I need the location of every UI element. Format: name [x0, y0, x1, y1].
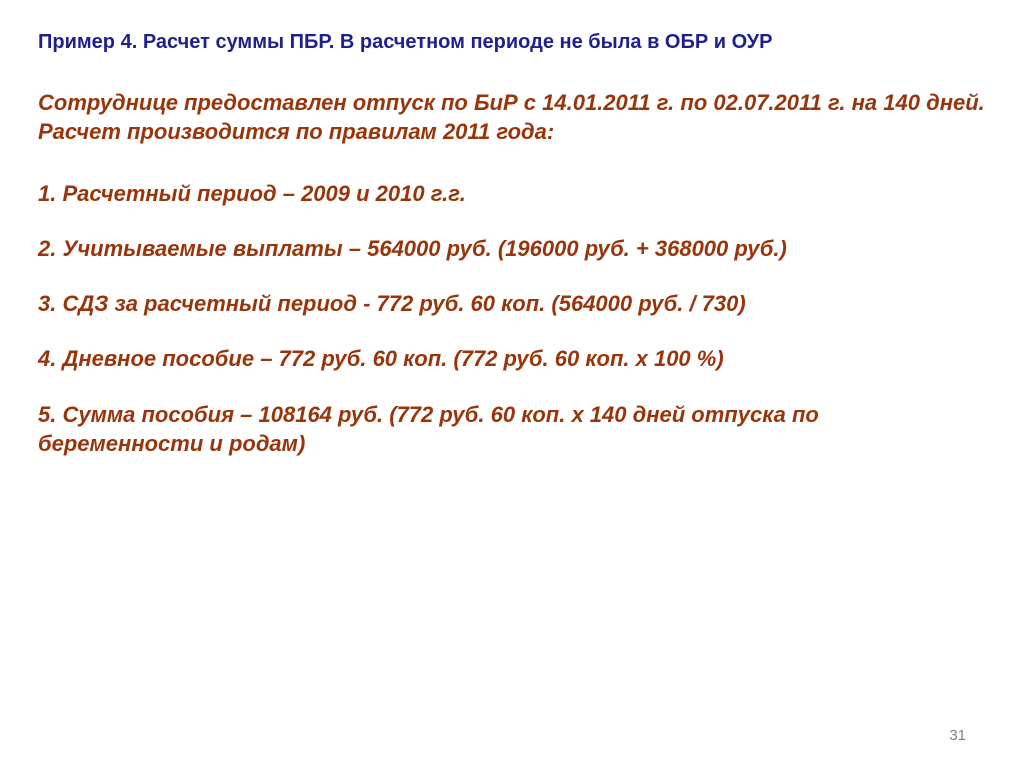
paragraph-item-4: 4. Дневное пособие – 772 руб. 60 коп. (772 руб. 60 коп. х 100 %) — [38, 346, 724, 372]
page-title: Пример 4. Расчет суммы ПБР. В расчетном периоде не была в ОБР и ОУР — [38, 31, 773, 53]
paragraph-item-3: 3. СДЗ за расчетный период - 772 руб. 60 коп. (564000 руб. / 730) — [38, 291, 746, 316]
slide-body — [38, 88, 998, 484]
paragraph-item-2: 2. Учитываемые выплаты – 564000 руб. (196000 руб. + 368000 руб.) — [38, 235, 787, 261]
paragraph-intro: Сотруднице предоставлен отпуск по БиР с 14.01.2011 г. по 02.07.2011 г. на 140 дней. Расчет производится по правилам 2011 года: — [38, 90, 985, 145]
paragraph-item-1: 1. Расчетный период – 2009 и 2010 г.г. — [38, 180, 466, 206]
paragraph-item-5: 5. Сумма пособия – 108164 руб. (772 руб. 60 коп. х 140 дней отпуска по беременности и родам) — [38, 401, 819, 456]
page-number: 31 — [949, 727, 966, 744]
